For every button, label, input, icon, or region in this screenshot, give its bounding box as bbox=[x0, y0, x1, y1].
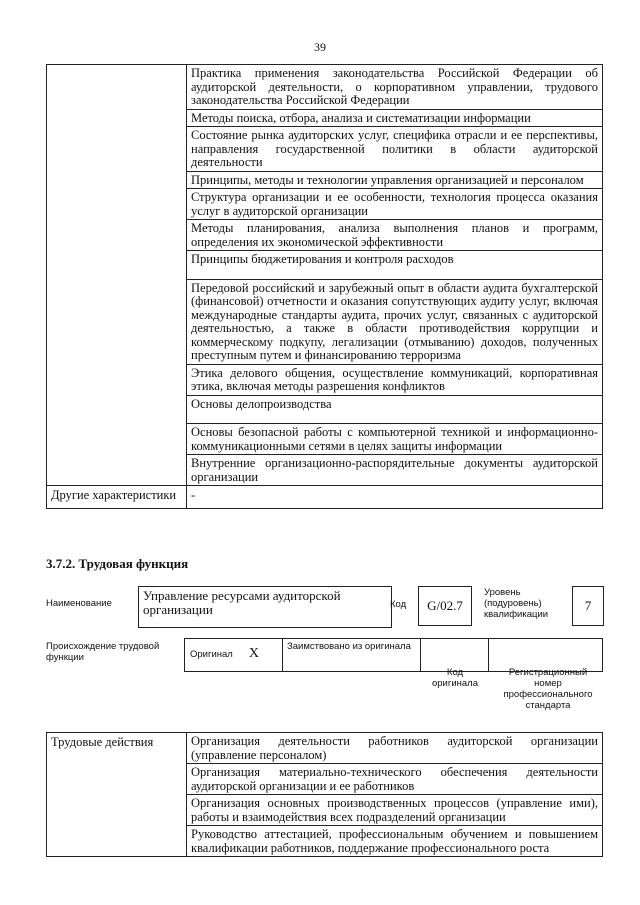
table-cell: Практика применения законодательства Российской Федерации об аудиторской деятельности, о корпоративном управлении, трудового законодательства Российской Федерации bbox=[187, 65, 603, 110]
level-label: Уровень (подуровень) квалификации bbox=[484, 587, 549, 620]
name-label: Наименование bbox=[46, 598, 112, 609]
other-characteristics-label: Другие характеристики bbox=[47, 486, 187, 509]
table-cell: Организация основных производственных процессов (управление ими), работы и взаимодействия всех подразделений организации bbox=[187, 795, 603, 826]
actions-label: Трудовые действия bbox=[47, 733, 187, 857]
section-heading: 3.7.2. Трудовая функция bbox=[46, 556, 189, 571]
table-cell: Основы безопасной работы с компьютерной техникой и информационно-коммуникационными сетями в целях защиты информации bbox=[187, 424, 603, 455]
table-cell: Руководство аттестацией, профессиональным обучением и повышением квалификации работников, поддержание профессионального роста bbox=[187, 826, 603, 857]
table-cell: Принципы бюджетирования и контроля расходов bbox=[187, 251, 603, 280]
table-cell: Внутренние организационно-распорядительные документы аудиторской организации bbox=[187, 455, 603, 486]
borrowed-cell: Заимствовано из оригинала bbox=[283, 639, 421, 672]
other-characteristics-value: - bbox=[187, 486, 603, 509]
table-row bbox=[47, 65, 603, 110]
code-box: G/02.7 bbox=[418, 586, 472, 626]
table-cell: Основы делопроизводства bbox=[187, 395, 603, 424]
original-cell bbox=[185, 639, 283, 672]
code-label: Код bbox=[390, 599, 407, 610]
table-cell: Организация материально-технического обеспечения деятельности аудиторской организации и ее работников bbox=[187, 764, 603, 795]
table-cell: Методы поиска, отбора, анализа и систематизации информации bbox=[187, 109, 603, 127]
function-name-box: Управление ресурсами аудиторской организации bbox=[138, 586, 392, 628]
actions-table bbox=[46, 732, 603, 857]
table-cell: Состояние рынка аудиторских услуг, специфика отрасли и ее перспективы, направления государственной политики в области аудиторской деятельности bbox=[187, 127, 603, 172]
original-label: Оригинал bbox=[190, 649, 233, 660]
reg-caption: Регистрационный номер профессионального стандарта bbox=[503, 667, 593, 711]
level-box: 7 bbox=[572, 586, 604, 626]
table-row bbox=[47, 486, 603, 509]
table-cell: Принципы, методы и технологии управления организацией и персоналом bbox=[187, 171, 603, 189]
code-caption: Код оригинала bbox=[431, 667, 478, 689]
table-cell: Структура организации и ее особенности, технология процесса оказания услуг в аудиторской организации bbox=[187, 189, 603, 220]
knowledge-label-cell bbox=[47, 65, 187, 486]
knowledge-table bbox=[46, 64, 603, 509]
table-cell: Этика делового общения, осуществление коммуникаций, корпоративная этика, включая методы разрешения конфликтов bbox=[187, 364, 603, 395]
table-cell: Организация деятельности работников аудиторской организации (управление персоналом) bbox=[187, 733, 603, 764]
origin-label: Происхождение трудовой функции bbox=[46, 641, 160, 663]
page-number: 39 bbox=[314, 40, 326, 54]
table-cell: Передовой российский и зарубежный опыт в области аудита бухгалтерской (финансовой) отчетности и оказания сопутствующих аудиту услуг, включая международные стандарты аудита, прочих услуг, связанных с аудиторской деятельностью, а также в области противодействия коррупции и коммерческому подкупу, легализации (отмыванию) доходов, полученных преступным путем и финансированию терроризма bbox=[187, 279, 603, 364]
table-row bbox=[47, 733, 603, 764]
original-mark: X bbox=[248, 646, 259, 661]
table-cell: Методы планирования, анализа выполнения планов и программ, определения их экономической эффективности bbox=[187, 220, 603, 251]
